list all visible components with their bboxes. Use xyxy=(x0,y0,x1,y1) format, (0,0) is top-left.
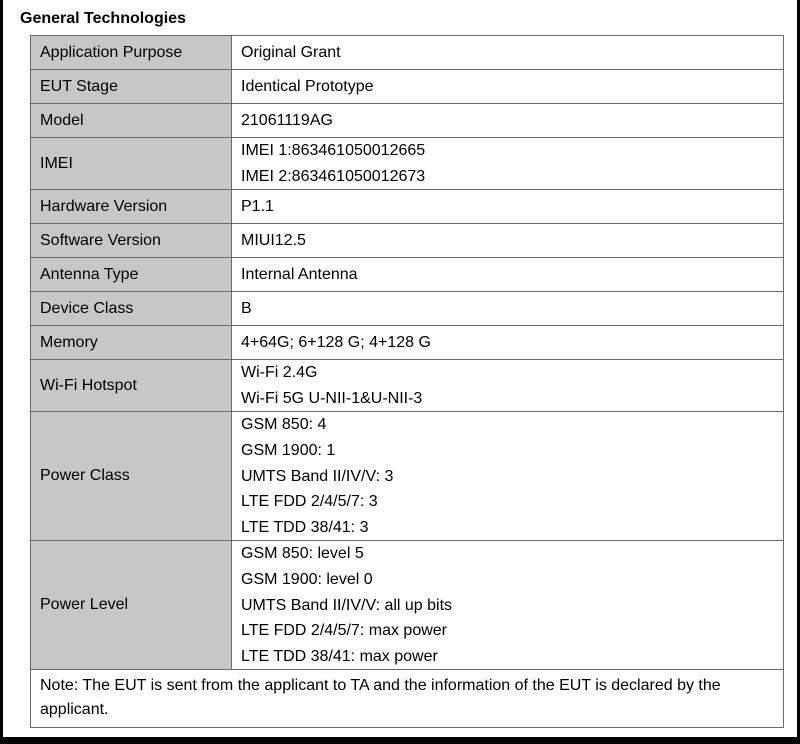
row-value xyxy=(232,138,784,190)
row-value xyxy=(232,541,784,670)
row-value: 4+64G; 6+128 G; 4+128 G xyxy=(232,326,784,360)
row-label: Software Version xyxy=(31,224,232,258)
table-row xyxy=(31,138,784,190)
value-line: IMEI 1:863461050012665 xyxy=(241,142,426,159)
note-text: Note: The EUT is sent from the applicant to TA and the information of the EUT is declared by the applicant. xyxy=(31,670,784,728)
table-row xyxy=(31,360,784,412)
table-row xyxy=(31,36,784,70)
row-value: MIUI12.5 xyxy=(232,224,784,258)
value-line: GSM 850: level 5 xyxy=(241,545,364,563)
row-label: Model xyxy=(31,104,232,138)
row-label: Antenna Type xyxy=(31,258,232,292)
row-label: Device Class xyxy=(31,292,232,326)
value-line: LTE FDD 2/4/5/7: 3 xyxy=(241,493,378,511)
row-value: Internal Antenna xyxy=(232,258,784,292)
note-row xyxy=(31,670,784,728)
section-title: General Technologies xyxy=(20,10,186,27)
value-line: GSM 850: 4 xyxy=(241,416,327,434)
value-line: UMTS Band II/IV/V: 3 xyxy=(241,467,394,485)
table-row xyxy=(31,224,784,258)
value-line: LTE FDD 2/4/5/7: max power xyxy=(241,622,447,640)
row-label: IMEI xyxy=(31,138,232,190)
row-value: Original Grant xyxy=(232,36,784,70)
row-value: 21061119AG xyxy=(232,104,784,138)
table-row xyxy=(31,190,784,224)
table-row xyxy=(31,258,784,292)
row-value: P1.1 xyxy=(232,190,784,224)
row-value: B xyxy=(232,292,784,326)
table-row xyxy=(31,541,784,670)
row-label: EUT Stage xyxy=(31,70,232,104)
row-label: Wi-Fi Hotspot xyxy=(31,360,232,412)
value-line: LTE TDD 38/41: 3 xyxy=(241,518,369,536)
table-row xyxy=(31,412,784,541)
spec-table xyxy=(30,35,784,728)
row-label: Hardware Version xyxy=(31,190,232,224)
row-label: Power Class xyxy=(31,412,232,541)
row-label: Power Level xyxy=(31,541,232,670)
value-line: IMEI 2:863461050012673 xyxy=(241,167,426,185)
row-label: Application Purpose xyxy=(31,36,232,70)
value-line: Wi-Fi 2.4G xyxy=(241,364,318,382)
row-label: Memory xyxy=(31,326,232,360)
value-line: LTE TDD 38/41: max power xyxy=(241,647,438,665)
value-line: Wi-Fi 5G U-NII-1&U-NII-3 xyxy=(241,389,423,407)
row-value xyxy=(232,412,784,541)
value-line: GSM 1900: 1 xyxy=(241,441,336,459)
table-row xyxy=(31,70,784,104)
table-row xyxy=(31,104,784,138)
row-value xyxy=(232,360,784,412)
value-line: UMTS Band II/IV/V: all up bits xyxy=(241,596,453,614)
value-line: GSM 1900: level 0 xyxy=(241,570,373,588)
row-value: Identical Prototype xyxy=(232,70,784,104)
table-row xyxy=(31,326,784,360)
table-row xyxy=(31,292,784,326)
